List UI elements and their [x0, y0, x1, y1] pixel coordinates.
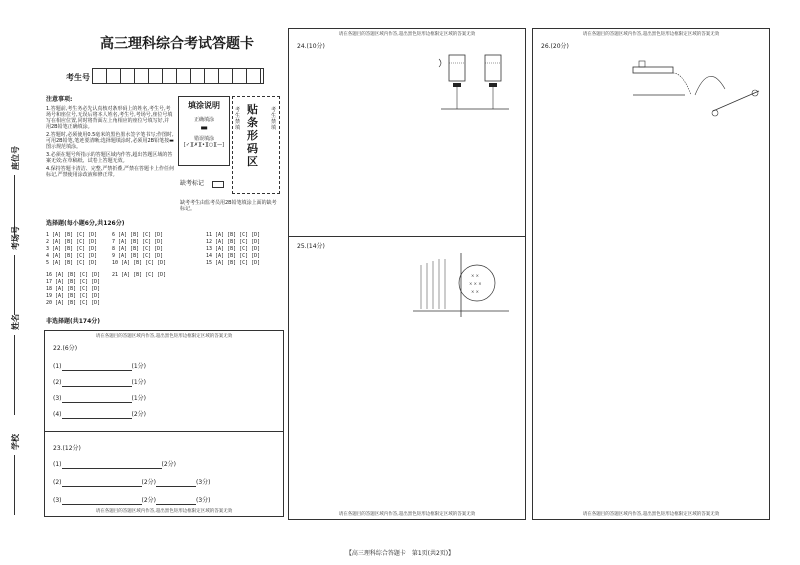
- exam-id-label: 考生号: [66, 73, 90, 82]
- choice-section-title: 选择题(每小题6分,共126分): [46, 220, 125, 227]
- choice-question-row[interactable]: 20 [A] [B] [C] [D]: [46, 300, 101, 306]
- choice-question-row[interactable]: 17 [A] [B] [C] [D]: [46, 279, 101, 285]
- choice-question-row[interactable]: 4 [A] [B] [C] [D]: [46, 253, 98, 259]
- q25-title: 25.(14分): [297, 243, 325, 250]
- barcode-right-note: 考生禁填: [271, 107, 277, 131]
- exam-room-line: [14, 255, 15, 315]
- choice-question-row[interactable]: 5 [A] [B] [C] [D]: [46, 260, 98, 266]
- school-line: [14, 455, 15, 515]
- fill-guide-box: [178, 96, 230, 166]
- choice-question-row[interactable]: 10 [A] [B] [C] [D]: [112, 260, 167, 266]
- choice-question-row[interactable]: 21 [A] [B] [C] [D]: [112, 272, 167, 278]
- answer-blank[interactable]: [62, 486, 142, 487]
- page-footer: 【高三理科综合答题卡 第1页(共2页)】: [345, 550, 455, 557]
- answer-blank[interactable]: [156, 504, 196, 505]
- notice-title: 注意事项:: [46, 96, 73, 103]
- page-title: 高三理科综合考试答题卡: [100, 36, 254, 52]
- exam-room-label: 考场号: [11, 226, 20, 250]
- answer-blank[interactable]: [62, 504, 142, 505]
- q22-q23-divider: [45, 431, 283, 432]
- answer-area-warning: 请在各题目的答题区域内作答,超出黑色矩形边框限定区域的答案无效: [95, 334, 233, 339]
- choice-question-row[interactable]: 9 [A] [B] [C] [D]: [112, 253, 164, 259]
- choice-question-row[interactable]: 18 [A] [B] [C] [D]: [46, 286, 101, 292]
- q24-panel: [288, 28, 526, 238]
- q22-line-4: (4) (2分): [53, 411, 146, 418]
- q22-line-3: (3) (1分): [53, 395, 146, 402]
- seat-number-label: 座位号: [11, 146, 20, 170]
- q22-line-1: (1) (1分): [53, 363, 146, 370]
- choice-question-row[interactable]: 15 [A] [B] [C] [D]: [206, 260, 261, 266]
- choice-question-row[interactable]: 8 [A] [B] [C] [D]: [112, 246, 164, 252]
- choice-question-row[interactable]: 13 [A] [B] [C] [D]: [206, 246, 261, 252]
- answer-blank[interactable]: [62, 468, 162, 469]
- choice-question-row[interactable]: 11 [A] [B] [C] [D]: [206, 232, 261, 238]
- answer-area-warning: 请在各题目的答题区域内作答,超出黑色矩形边框限定区域的答案无效: [582, 32, 720, 37]
- choice-question-row[interactable]: 16 [A] [B] [C] [D]: [46, 272, 101, 278]
- q23-line-3: (3) (2分) (3分): [53, 497, 211, 504]
- choice-question-row[interactable]: 6 [A] [B] [C] [D]: [112, 232, 164, 238]
- q26-panel: [532, 28, 770, 520]
- answer-blank[interactable]: [62, 418, 132, 419]
- name-label: 姓名: [11, 314, 20, 330]
- answer-blank[interactable]: [62, 370, 132, 371]
- notice-item: 1.答题前,考生务必先认真核对条形码上的姓名,考生号,考场号和座位号,无误后将本人姓名,考生号,考场号,座位号填写在相应位置,同时将背面左上角相应的座位号填写好,并用2B铅笔正确填涂。: [46, 106, 173, 130]
- q23-line-2: (2) (2分) (3分): [53, 479, 211, 486]
- choice-question-row[interactable]: 2 [A] [B] [C] [D]: [46, 239, 98, 245]
- notice-item: 2.答题时,必须使用0.5毫米的黑色墨水签字笔书写;作图时,可用2B铅笔,笔迹要清晰;选择题填涂时,必须用2B铅笔按▬图示规范填涂。: [46, 132, 174, 150]
- choice-question-row[interactable]: 12 [A] [B] [C] [D]: [206, 239, 261, 245]
- correct-fill-mark: ▬: [200, 123, 208, 132]
- answer-blank[interactable]: [62, 402, 132, 403]
- q25-panel: [288, 236, 526, 520]
- barcode-area: [232, 96, 280, 194]
- q23-line-1: (1) (2分): [53, 461, 176, 468]
- q24-title: 24.(10分): [297, 43, 325, 50]
- q26-title: 26.(20分): [541, 43, 569, 50]
- q22-line-2: (2) (1分): [53, 379, 146, 386]
- name-line: [14, 335, 15, 415]
- fill-guide-title: 填涂说明: [188, 101, 220, 110]
- answer-blank[interactable]: [156, 486, 196, 487]
- wrong-fill-marks: [✓][✗][•][○][—]: [183, 142, 225, 148]
- answer-area-warning: 请在各题目的答题区域内作答,超出黑色矩形边框限定区域的答案无效: [338, 32, 476, 37]
- choice-question-row[interactable]: 7 [A] [B] [C] [D]: [112, 239, 164, 245]
- svg-text:× ×: × ×: [471, 289, 479, 294]
- notice-item: 4.保持答题卡清洁、完整,严禁折叠,严禁在答题卡上作任何标记,严禁使用涂改液和修正带。: [46, 166, 174, 178]
- q22-23-panel: [44, 330, 284, 517]
- answer-blank[interactable]: [62, 386, 132, 387]
- answer-area-warning-bottom: 请在各题目的答题区域内作答,超出黑色矩形边框限定区域的答案无效: [95, 509, 233, 514]
- answer-area-warning-bottom: 请在各题目的答题区域内作答,超出黑色矩形边框限定区域的答案无效: [338, 512, 476, 517]
- barcode-left-note: 考生禁填: [235, 107, 241, 131]
- school-label: 学校: [11, 434, 20, 450]
- exam-id-boxes: [92, 68, 264, 84]
- q25-figure: [405, 249, 515, 325]
- choice-question-row[interactable]: 14 [A] [B] [C] [D]: [206, 253, 261, 259]
- absent-label: 缺考标记: [180, 180, 205, 187]
- choice-question-row[interactable]: 3 [A] [B] [C] [D]: [46, 246, 98, 252]
- q26-figure: [629, 51, 763, 127]
- absent-checkbox[interactable]: [212, 181, 224, 188]
- notice-item: 3.必须在题号所指示的答题区域内作答,超出答题区域的答案无效;在草稿纸、试卷上答题无效。: [46, 152, 173, 164]
- q23-title: 23.(12分): [53, 445, 81, 452]
- q24-figure: [437, 49, 517, 133]
- svg-text:× × ×: × × ×: [469, 281, 482, 286]
- absent-note: 缺考考生由监考员用2B铅笔填涂上面的缺考标记。: [180, 200, 277, 212]
- wrong-fill-label: 错误填涂: [193, 136, 214, 142]
- q22-title: 22.(6分): [53, 345, 78, 352]
- notice-box: [46, 96, 174, 212]
- answer-area-warning-bottom: 请在各题目的答题区域内作答,超出黑色矩形边框限定区域的答案无效: [582, 512, 720, 517]
- barcode-title: 贴条形码区: [247, 103, 258, 168]
- correct-fill-label: 正确填涂: [193, 117, 214, 123]
- choice-question-row[interactable]: 19 [A] [B] [C] [D]: [46, 293, 101, 299]
- choice-question-row[interactable]: 1 [A] [B] [C] [D]: [46, 232, 98, 238]
- nonchoice-section-title: 非选择题(共174分): [46, 318, 101, 325]
- svg-text:× ×: × ×: [471, 273, 479, 278]
